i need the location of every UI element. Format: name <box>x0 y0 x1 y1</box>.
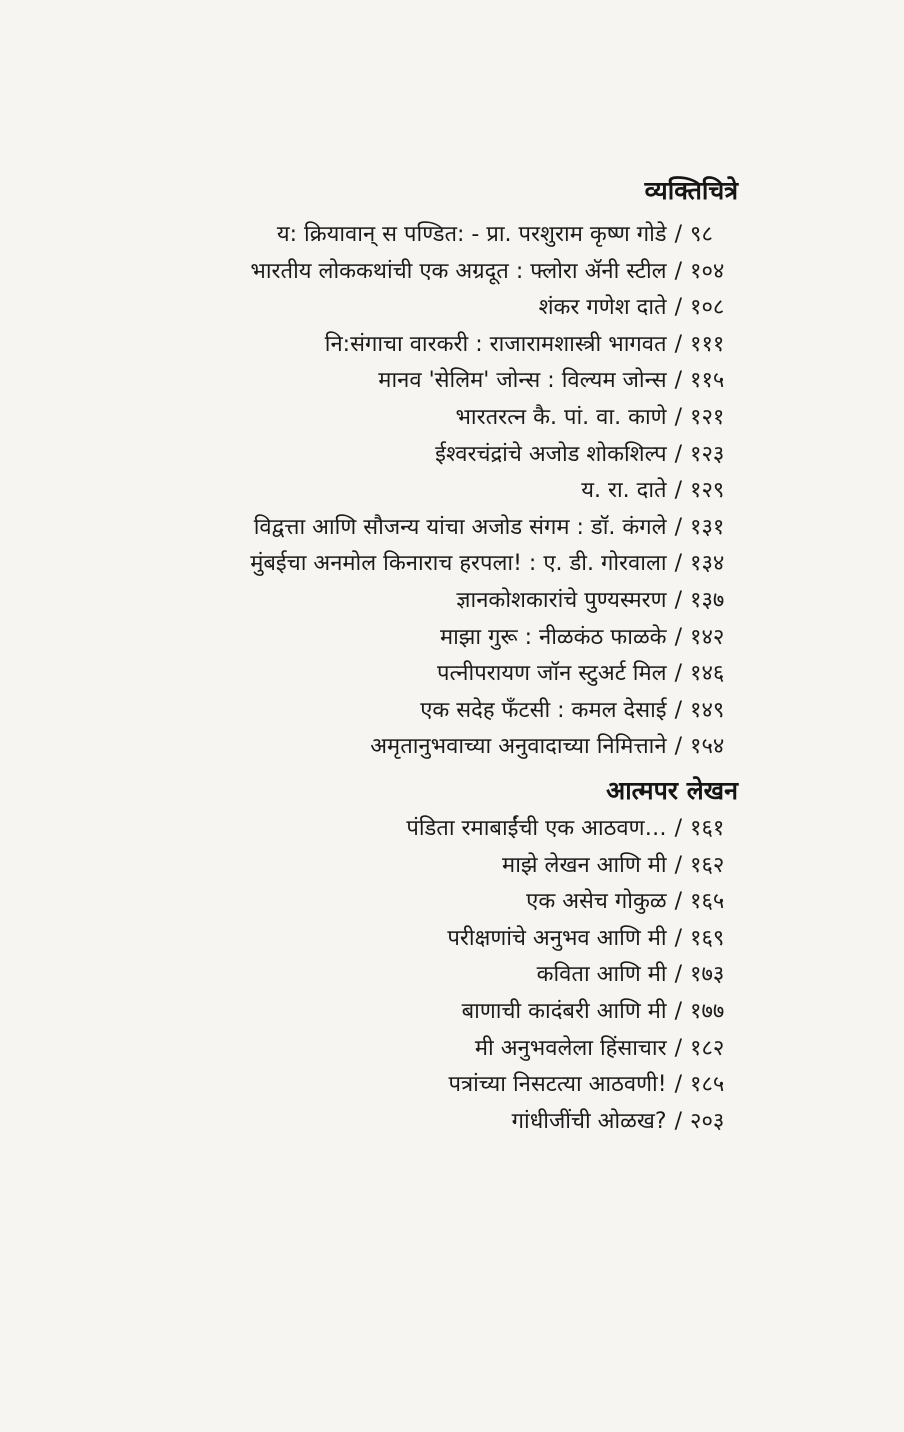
entry-separator: / <box>674 331 682 357</box>
entry-separator: / <box>674 962 682 988</box>
toc-entry[interactable] <box>406 885 738 922</box>
entry-title: परीक्षणांचे अनुभव आणि मी <box>447 925 667 951</box>
entry-page-number: १७७ <box>690 998 725 1024</box>
toc-entry[interactable] <box>406 995 738 1032</box>
entry-title: य: क्रियावान् स पण्डित: - प्रा. परशुराम कृष्ण गोडे <box>276 222 667 247</box>
entry-separator: / <box>674 925 682 951</box>
entry-title: नि:संगाचा वारकरी : राजारामशास्त्री भागवत <box>324 331 667 357</box>
entry-page-number: १०८ <box>690 295 725 321</box>
toc-entry[interactable] <box>250 328 738 365</box>
entry-page-number: १११ <box>690 331 725 357</box>
entry-page-number: १२१ <box>690 404 725 430</box>
toc-entry[interactable] <box>406 922 738 959</box>
entry-page-number: १७३ <box>690 962 725 988</box>
entry-page-number: १३४ <box>690 551 725 577</box>
entry-title: एक असेच गोकुळ <box>526 889 667 915</box>
entry-separator: / <box>674 816 682 841</box>
entry-page-number: १८२ <box>690 1035 725 1061</box>
entry-page-number: १३७ <box>690 587 725 613</box>
entry-title: पत्नीपरायण जॉन स्टुअर्ट मिल <box>437 661 667 687</box>
toc-entry[interactable] <box>250 255 738 292</box>
toc-entry[interactable] <box>250 438 738 475</box>
entry-title: माझा गुरू : नीळकंठ फाळके <box>439 624 667 650</box>
toc-list-autobiographical <box>406 812 738 1141</box>
entry-separator: / <box>674 889 682 915</box>
toc-entry[interactable] <box>406 812 738 849</box>
entry-page-number: २०३ <box>690 1108 725 1134</box>
entry-page-number: १६१ <box>690 816 725 841</box>
toc-entry[interactable] <box>250 401 738 438</box>
toc-entry[interactable] <box>406 958 738 995</box>
entry-separator: / <box>674 734 682 760</box>
section-heading-profiles: व्यक्तिचित्रे <box>644 176 738 205</box>
entry-title: मी अनुभवलेला हिंसाचार <box>474 1035 667 1061</box>
entry-title: ज्ञानकोशकारांचे पुण्यस्मरण <box>456 587 667 613</box>
entry-title: शंकर गणेश दाते <box>538 295 667 321</box>
entry-separator: / <box>674 661 682 687</box>
entry-page-number: १८५ <box>690 1072 725 1098</box>
entry-page-number: १४९ <box>690 697 725 723</box>
entry-page-number: ११५ <box>690 368 725 394</box>
entry-page-number: १६५ <box>690 889 725 915</box>
toc-entry[interactable] <box>250 694 738 731</box>
entry-separator: / <box>674 998 682 1024</box>
entry-separator: / <box>674 441 682 467</box>
entry-title: भारतीय लोककथांची एक अग्रदूत : फ्लोरा ॲनी स्टील <box>250 258 667 284</box>
entry-separator: / <box>674 1108 682 1134</box>
toc-entry[interactable] <box>250 547 738 584</box>
entry-separator: / <box>674 852 682 878</box>
entry-title: बाणाची कादंबरी आणि मी <box>461 998 667 1024</box>
entry-page-number: १२९ <box>690 478 725 504</box>
entry-page-number: १६९ <box>690 925 725 951</box>
toc-entry[interactable] <box>406 1032 738 1069</box>
entry-separator: / <box>674 258 682 284</box>
entry-title: ईश्वरचंद्रांचे अजोड शोकशिल्प <box>435 441 667 467</box>
entry-separator: / <box>674 697 682 723</box>
toc-entry[interactable] <box>250 657 738 694</box>
entry-separator: / <box>674 478 682 504</box>
entry-separator: / <box>674 295 682 321</box>
entry-page-number: १४२ <box>690 624 725 650</box>
toc-entry[interactable] <box>250 511 738 548</box>
toc-entry[interactable] <box>406 1105 738 1142</box>
entry-title: भारतरत्न कै. पां. वा. काणे <box>455 404 667 430</box>
toc-list-profiles <box>250 218 738 767</box>
entry-title: माझे लेखन आणि मी <box>502 852 667 878</box>
entry-page-number: १३१ <box>690 514 725 540</box>
entry-separator: / <box>674 1035 682 1061</box>
entry-separator: / <box>674 587 682 613</box>
toc-entry[interactable] <box>250 730 738 767</box>
entry-page-number: १४६ <box>690 661 725 687</box>
entry-page-number: १०४ <box>690 258 725 284</box>
entry-separator: / <box>674 624 682 650</box>
entry-title: य. रा. दाते <box>581 478 667 504</box>
entry-page-number: १५४ <box>690 734 725 760</box>
toc-entry[interactable] <box>250 291 738 328</box>
section-heading-autobiographical: आत्मपर लेखन <box>606 776 738 805</box>
entry-separator: / <box>674 222 682 247</box>
toc-entry[interactable] <box>406 849 738 886</box>
toc-entry[interactable] <box>250 218 738 255</box>
entry-separator: / <box>674 368 682 394</box>
entry-page-number: ९८ <box>690 222 713 247</box>
entry-title: अमृतानुभवाच्या अनुवादाच्या निमित्ताने <box>370 734 667 760</box>
entry-title: पंडिता रमाबाईंची एक आठवण… <box>406 816 667 841</box>
toc-entry[interactable] <box>250 584 738 621</box>
entry-title: विद्वत्ता आणि सौजन्य यांचा अजोड संगम : डॉ. कंगले <box>253 514 667 540</box>
toc-entry[interactable] <box>250 621 738 658</box>
entry-separator: / <box>674 1072 682 1098</box>
entry-title: पत्रांच्या निसटत्या आठवणी! <box>448 1072 667 1098</box>
toc-entry[interactable] <box>406 1068 738 1105</box>
entry-title: गांधीजींची ओळख? <box>511 1108 667 1134</box>
entry-separator: / <box>674 404 682 430</box>
entry-title: मानव 'सेलिम' जोन्स : विल्यम जोन्स <box>378 368 667 394</box>
toc-entry[interactable] <box>250 364 738 401</box>
entry-separator: / <box>674 551 682 577</box>
entry-title: एक सदेह फँटसी : कमल देसाई <box>420 697 667 723</box>
entry-separator: / <box>674 514 682 540</box>
entry-title: मुंबईचा अनमोल किनाराच हरपला! : ए. डी. गोरवाला <box>250 551 667 577</box>
toc-entry[interactable] <box>250 474 738 511</box>
entry-page-number: १६२ <box>690 852 725 878</box>
entry-page-number: १२३ <box>690 441 725 467</box>
entry-title: कविता आणि मी <box>536 962 667 988</box>
